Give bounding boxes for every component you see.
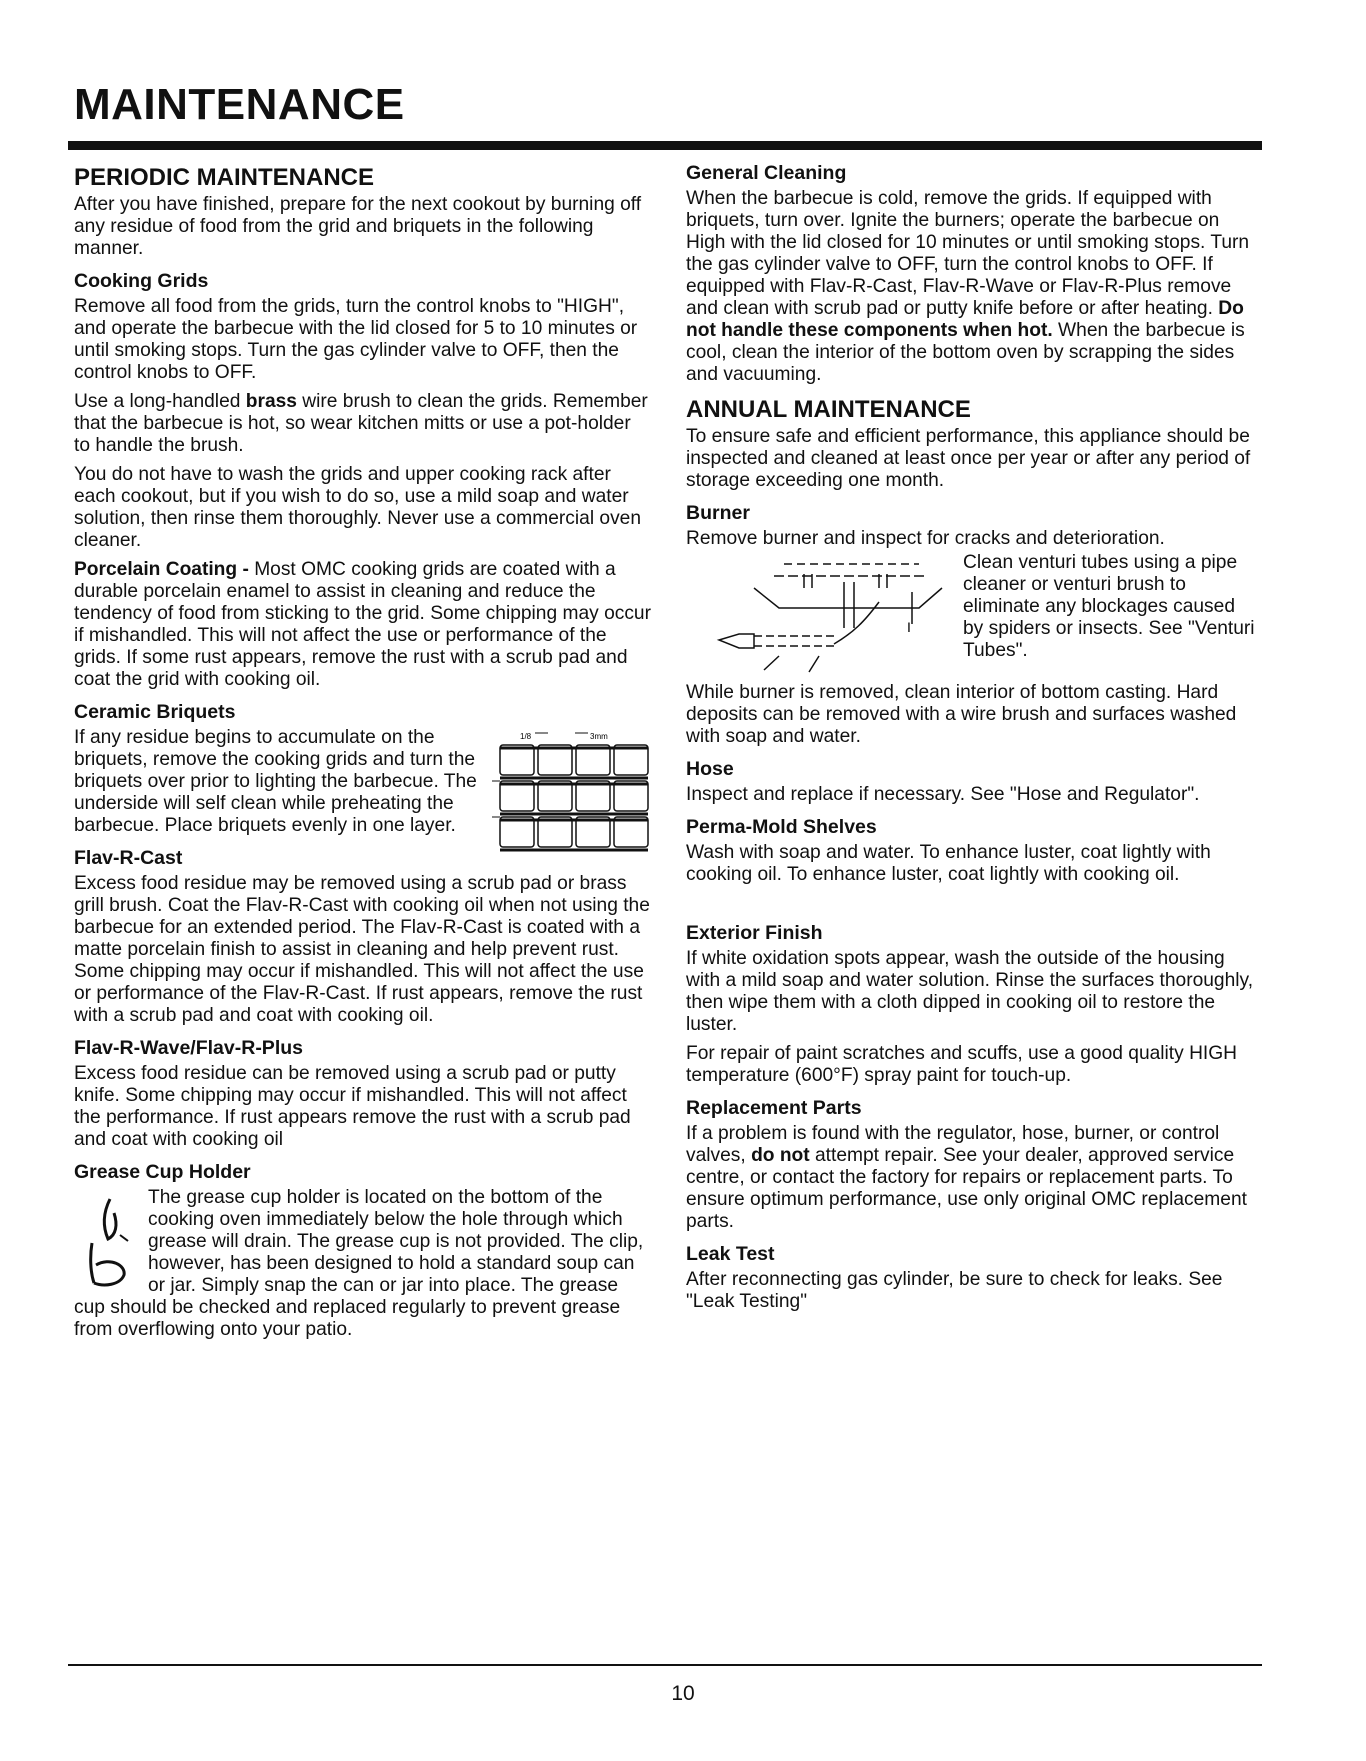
cooking-grids-p1: Remove all food from the grids, turn the control knobs to "HIGH", and operate the barbecue with the lid closed for 5 to 10 minutes or until smoking stops. Turn the gas cylinder valve to OFF, then the control knobs to OFF. (74, 296, 638, 383)
periodic-heading: PERIODIC MAINTENANCE (74, 164, 375, 191)
general-cleaning-section (686, 162, 1260, 386)
cooking-grids-section (74, 270, 652, 691)
general-cleaning-heading: General Cleaning (686, 162, 847, 184)
replacement-text-c: attempt repair. See your dealer, approved service centre, or contact the factory for repairs or replacement parts. To ensure optimum performance, use only original OMC replacement parts. (686, 1145, 1247, 1232)
svg-text:I: I (907, 619, 911, 635)
general-cleaning-text (686, 188, 1260, 386)
cooking-grids-p2-text-c: wire brush to clean the grids. Remember that the barbecue is hot, so wear kitchen mitts or use a pot-holder to handle the brush. (74, 391, 648, 456)
replacement-parts-heading: Replacement Parts (686, 1097, 862, 1119)
page-number: 10 (671, 1682, 695, 1705)
grease-cup-section (74, 1161, 652, 1341)
exterior-finish-p2: For repair of paint scratches and scuffs, use a good quality HIGH temperature (600°F) spray paint for touch-up. (686, 1043, 1238, 1086)
leak-test-section (686, 1243, 1260, 1313)
leak-test-heading: Leak Test (686, 1243, 775, 1265)
perma-mold-section (686, 816, 1260, 886)
hose-text: Inspect and replace if necessary. See "Hose and Regulator". (686, 784, 1200, 805)
cooking-grids-p2 (74, 391, 652, 457)
annual-intro: To ensure safe and efficient performance, this appliance should be inspected and cleaned at least once per year or after any period of storage exceeding one month. (686, 426, 1251, 491)
grease-cup-heading: Grease Cup Holder (74, 1161, 251, 1183)
general-cleaning-text-a: When the barbecue is cold, remove the grids. If equipped with briquets, turn over. Ignite the burners; operate the barbecue on High with the lid closed for 10 minutes or until smoking stops. Turn the gas cylinder valve to OFF, turn the control knobs to OFF. If equipped with Flav-R-Cast, Flav-R-Wave or Flav-R-Plus remove and clean with scrub pad or putty knife before or after heating. (686, 188, 1250, 319)
do-not-emphasis: do not (751, 1145, 810, 1166)
grease-cup-text: The grease cup holder is located on the bottom of the cooking oven immediately below the hole through which grease will drain. The grease cup is not provided. The clip, however, has been designed to hold a standard soup can or jar. Simply snap the can or jar into place. The grease cup should be checked and replaced regularly to prevent grease from overflowing onto your patio. (74, 1187, 644, 1340)
briquet-gap-label-a: 1/8 (520, 732, 532, 741)
replacement-parts-text (686, 1123, 1260, 1233)
general-cleaning-text-c: When the barbecue is cool, clean the interior of the bottom oven by scrapping the sides and vacuuming. (686, 320, 1245, 385)
ceramic-briquets-text: If any residue begins to accumulate on the briquets, remove the cooking grids and turn the briquets over prior to lighting the barbecue. The underside will self clean while preheating the barbecue. Place briquets evenly in one layer. (74, 727, 477, 836)
perma-mold-text: Wash with soap and water. To enhance luster, coat lightly with cooking oil. To enhance luster, coat lightly with cooking oil. (686, 842, 1211, 885)
porcelain-coating-paragraph (74, 559, 652, 691)
periodic-section (74, 164, 652, 260)
leak-test-text: After reconnecting gas cylinder, be sure to check for leaks. See "Leak Testing" (686, 1269, 1223, 1312)
page-title: MAINTENANCE (74, 80, 405, 129)
periodic-intro: After you have finished, prepare for the next cookout by burning off any residue of food from the grid and briquets in the following manner. (74, 194, 642, 259)
flav-r-cast-text: Excess food residue may be removed using a scrub pad or brass grill brush. Coat the Flav-R-Cast with cooking oil when not using the barbecue for an extended period. The Flav-R-Cast is coated with a matte porcelain finish to assist in cleaning and help prevent rust. Some chipping may occur if mishandled. This will not affect the use or performance of the Flav-R-Cast. If rust appears, remove the rust with a scrub pad and coat with cooking oil. (74, 873, 650, 1026)
grease-cup-clip-icon (80, 1195, 134, 1295)
left-column (74, 164, 652, 1351)
burner-p2: While burner is removed, clean interior of bottom casting. Hard deposits can be removed with a wire brush and surfaces washed with soap and water. (686, 682, 1237, 747)
hot-warning-emphasis: Do not handle these components when hot. (686, 298, 1244, 341)
replacement-parts-section (686, 1097, 1260, 1233)
cooking-grids-p3: You do not have to wash the grids and upper cooking rack after each cookout, but if you wish to do so, use a mild soap and water solution, then rinse them thoroughly. Never use a commercial oven cleaner. (74, 464, 642, 551)
annual-section (686, 396, 1260, 492)
replacement-text-a: If a problem is found with the regulator, hose, burner, or control valves, (686, 1123, 1220, 1166)
porcelain-coating-text: Most OMC cooking grids are coated with a durable porcelain enamel to assist in cleaning and reduce the tendency of food from sticking to the grid. Some chipping may occur if mishandled. This will not affect the use or performance of the grids. If some rust appears, remove the rust with a scrub pad and coat the grid with cooking oil. (74, 559, 651, 690)
burner-p1: Remove burner and inspect for cracks and deterioration. (686, 528, 1165, 549)
hose-section (686, 758, 1260, 806)
hose-heading: Hose (686, 758, 734, 780)
flav-r-cast-section (74, 847, 652, 1027)
spacer (686, 896, 1260, 922)
flav-r-cast-heading: Flav-R-Cast (74, 847, 183, 869)
ceramic-briquets-section (74, 701, 652, 837)
flav-r-wave-section (74, 1037, 652, 1151)
burner-heading: Burner (686, 502, 750, 524)
flav-r-wave-heading: Flav-R-Wave/Flav-R-Plus (74, 1037, 303, 1059)
exterior-finish-p1: If white oxidation spots appear, wash the outside of the housing with a mild soap and water solution. Rinse the surfaces thoroughly, then wipe them with a cloth dipped in cooking oil to restore the luster. (686, 948, 1254, 1035)
cooking-grids-heading: Cooking Grids (74, 270, 209, 292)
footer-rule (68, 1664, 1262, 1666)
brass-emphasis: brass (245, 391, 297, 412)
title-rule (68, 141, 1262, 150)
porcelain-coating-label: Porcelain Coating - (74, 559, 255, 580)
briquets-diagram (490, 729, 652, 861)
venturi-tube-diagram (694, 552, 949, 682)
right-column (686, 162, 1260, 1323)
annual-heading: ANNUAL MAINTENANCE (686, 396, 971, 423)
burner-section (686, 502, 1260, 748)
flav-r-wave-text: Excess food residue can be removed using a scrub pad or putty knife. Some chipping may occur if mishandled. This will not affect the performance. If rust appears remove the rust with a scrub pad and coat with cooking oil (74, 1063, 631, 1150)
briquet-gap-label-b: 3mm (590, 732, 608, 741)
exterior-finish-section (686, 922, 1260, 1087)
burner-venturi-text: Clean venturi tubes using a pipe cleaner or venturi brush to eliminate any blockages caused by spiders or insects. See "Venturi Tubes". (963, 552, 1255, 661)
cooking-grids-p2-text-a: Use a long-handled (74, 391, 246, 412)
perma-mold-heading: Perma-Mold Shelves (686, 816, 877, 838)
exterior-finish-heading: Exterior Finish (686, 922, 823, 944)
ceramic-briquets-heading: Ceramic Briquets (74, 701, 236, 723)
